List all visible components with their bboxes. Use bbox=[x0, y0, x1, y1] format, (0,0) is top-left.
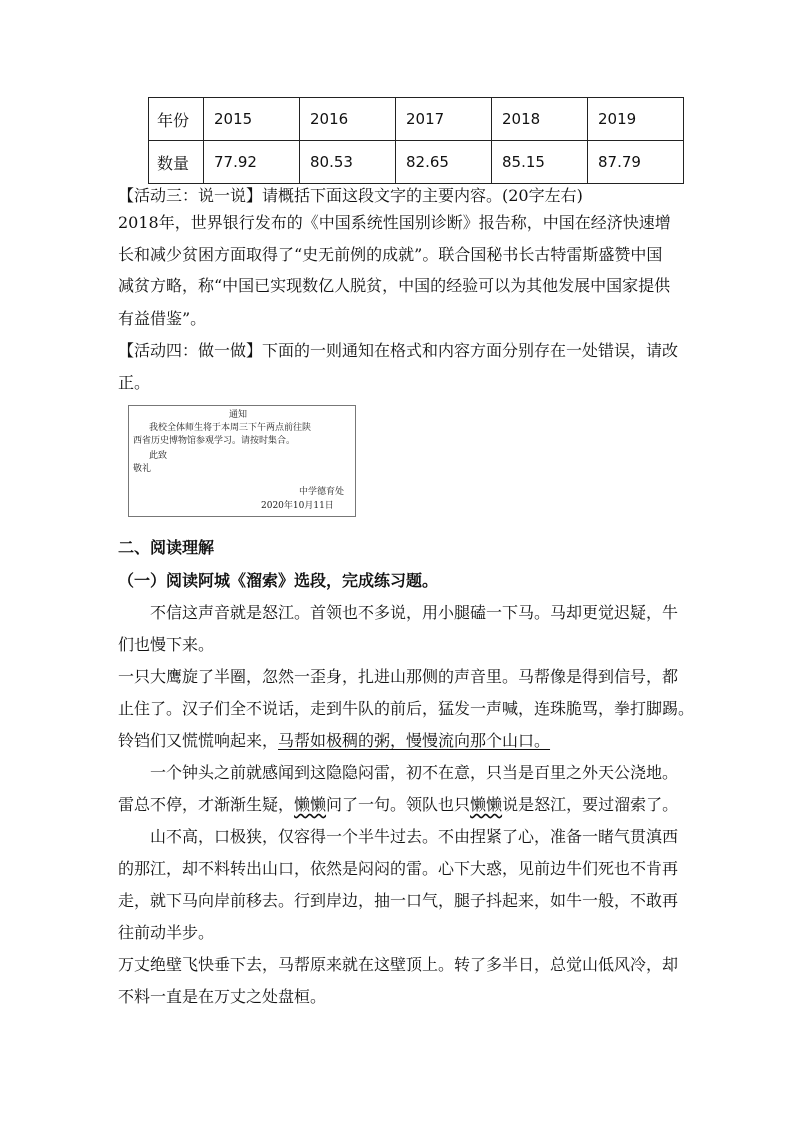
paragraph-line: 有益借鉴”。 bbox=[118, 309, 207, 328]
text-span: 说是怒江，要过溜索了。 bbox=[502, 795, 679, 814]
paragraph-line: 长和减少贫困方面取得了“史无前例的成就”。联合国秘书长古特雷斯盛赞中国 bbox=[118, 245, 663, 264]
table-cell: 2015 bbox=[204, 98, 300, 141]
paragraph-line: 一个钟头之前就感闻到这隐隐闷雷，初不在意，只当是百里之外天公浇地。 bbox=[150, 763, 679, 782]
year-quantity-table bbox=[148, 97, 684, 184]
notice-closing: 此致 bbox=[149, 451, 168, 461]
paragraph-line: 减贫方略，称“中国已实现数亿人脱贫，中国的经验可以为其他发展中国家提供 bbox=[118, 276, 671, 295]
activity4-heading: 【活动四：做一做】下面的一则通知在格式和内容方面分别存在一处错误，请改 bbox=[118, 341, 679, 360]
paragraph-line bbox=[118, 795, 678, 815]
table-cell: 年份 bbox=[149, 98, 204, 141]
paragraph-line: 走，就下马向岸前移去。行到岸边，抽一口气，腿子抖起来，如牛一般，不敢再 bbox=[118, 891, 679, 910]
marked-word: 懒懒 bbox=[294, 795, 327, 814]
notice-sender: 中学德育处 bbox=[299, 487, 345, 497]
table-cell: 2016 bbox=[300, 98, 396, 141]
marked-word: 懒懒 bbox=[470, 795, 503, 814]
paragraph-line: 山不高，口极狭，仅容得一个半牛过去。不由捏紧了心，准备一睹气贯滇西 bbox=[150, 827, 679, 846]
section-title: 二、阅读理解 bbox=[118, 538, 215, 557]
notice-image bbox=[128, 405, 356, 517]
notice-salute: 敬礼 bbox=[133, 464, 152, 474]
notice-date: 2020年10月11日 bbox=[261, 501, 334, 511]
table-cell: 2018 bbox=[492, 98, 588, 141]
table-cell: 77.92 bbox=[204, 141, 300, 184]
text-span: 雷总不停，才渐渐生疑， bbox=[118, 795, 295, 814]
table-cell: 87.79 bbox=[588, 141, 684, 184]
paragraph-line: 的那江，却不料转出山口，依然是闷闷的雷。心下大惑，见前边牛们死也不肯再 bbox=[118, 859, 679, 878]
table-cell: 2019 bbox=[588, 98, 684, 141]
text-span: 问了一句。领队也只 bbox=[326, 795, 471, 814]
paragraph-line: 一只大鹰旋了半圈，忽然一歪身，扎进山那侧的声音里。马帮像是得到信号，都 bbox=[118, 667, 679, 686]
table-row bbox=[149, 141, 684, 184]
notice-body: 西省历史博物馆参观学习。请按时集合。 bbox=[133, 436, 296, 446]
paragraph-line: 们也慢下来。 bbox=[118, 635, 215, 654]
table-cell: 82.65 bbox=[396, 141, 492, 184]
paragraph-line: 不信这声音就是怒江。首领也不多说，用小腿磕一下马。马却更觉迟疑，牛 bbox=[150, 603, 679, 622]
table-row bbox=[149, 98, 684, 141]
table-cell: 2017 bbox=[396, 98, 492, 141]
text-span: 铃铛们又慌慌响起来， bbox=[118, 731, 279, 750]
activity4-heading-end: 正。 bbox=[118, 373, 151, 392]
paragraph-line: 不料一直是在万丈之处盘桓。 bbox=[118, 987, 327, 1006]
table-cell: 85.15 bbox=[492, 141, 588, 184]
paragraph-line: 2018年，世界银行发布的《中国系统性国别诊断》报告称，中国在经济快速增 bbox=[118, 213, 671, 232]
subsection-title: （一）阅读阿城《溜索》选段，完成练习题。 bbox=[118, 571, 439, 590]
notice-body: 我校全体师生将于本周三下午两点前往陕 bbox=[149, 423, 312, 433]
activity3-heading: 【活动三：说一说】请概括下面这段文字的主要内容。(20字左右) bbox=[118, 186, 583, 205]
paragraph-line: 万丈绝壁飞快垂下去，马帮原来就在这壁顶上。转了多半日，总觉山低风冷，却 bbox=[118, 955, 679, 974]
underlined-sentence: 马帮如极稠的粥，慢慢流向那个山口。 bbox=[278, 731, 551, 750]
paragraph-line: 往前动半步。 bbox=[118, 923, 215, 942]
paragraph-line bbox=[118, 731, 550, 751]
table-cell: 数量 bbox=[149, 141, 204, 184]
notice-title: 通知 bbox=[229, 410, 248, 420]
table-cell: 80.53 bbox=[300, 141, 396, 184]
paragraph-line: 止住了。汉子们全不说话，走到牛队的前后，猛发一声喊，连珠脆骂，拳打脚踢。 bbox=[118, 699, 695, 718]
